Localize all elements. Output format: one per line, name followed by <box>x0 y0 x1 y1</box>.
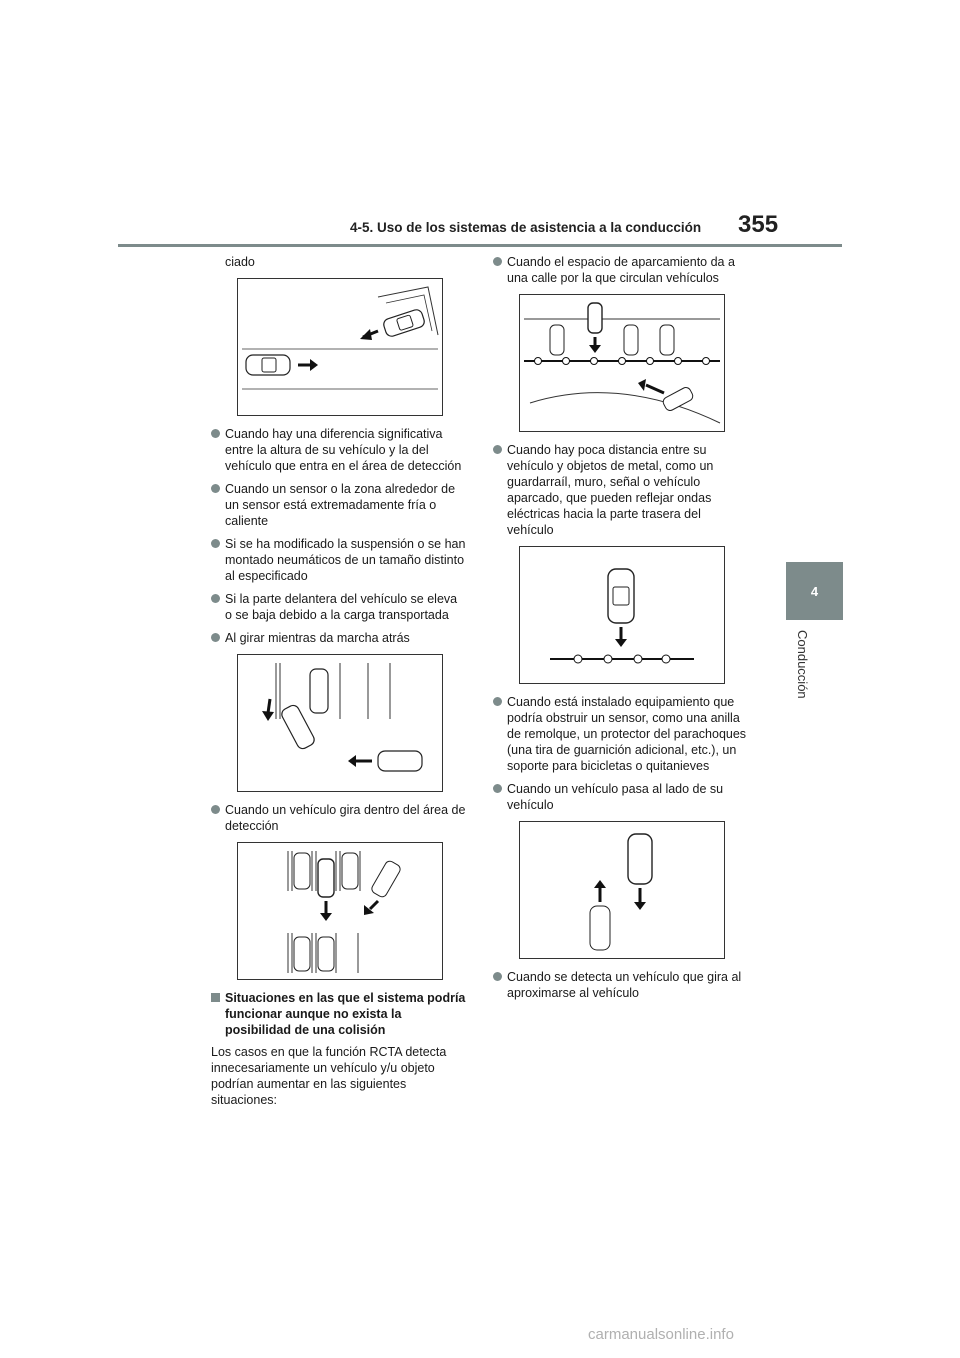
bullet-dot-icon <box>493 697 502 706</box>
chapter-label: Conducción <box>795 630 810 699</box>
header-divider <box>118 244 842 247</box>
figure-vehicle-turning-in-area <box>237 842 443 980</box>
footer-watermark[interactable]: carmanualsonline.info <box>588 1326 734 1343</box>
figure-close-to-metal-objects <box>519 546 725 684</box>
section-square-icon <box>211 993 220 1002</box>
section-body-text: Los casos en que la función RCTA detecta innecesariamente un vehículo y/u objeto podrían aumentar en las siguientes situaciones: <box>211 1045 447 1107</box>
bullet-dot-icon <box>211 539 220 548</box>
left-column <box>211 254 467 1115</box>
right-column <box>493 254 749 1008</box>
bullet-item: Al girar mientras da marcha atrás <box>211 630 467 646</box>
bullet-dot-icon <box>211 633 220 642</box>
figure-turning-while-reversing <box>237 654 443 792</box>
bullet-item: Cuando está instalado equipamiento que podría obstruir un sensor, como una anilla de remolque, un protector del parachoques (una tira de guarnición adicional, etc.), un soporte para bicicletas o quitanieves <box>493 694 749 774</box>
bullet-item: Cuando un sensor o la zona alrededor de un sensor está extremadamente fría o caliente <box>211 481 467 529</box>
section-heading: Situaciones en las que el sistema podría funcionar aunque no exista la posibilidad de una colisión <box>211 990 467 1038</box>
intro-text: ciado <box>225 255 255 269</box>
bullet-item: Cuando hay poca distancia entre su vehículo y objetos de metal, como un guardarraíl, muro, señal o vehículo aparcado, que pueden reflejar ondas eléctricas hacia la parte trasera del vehículo <box>493 442 749 538</box>
bullet-dot-icon <box>493 257 502 266</box>
bullet-item: Cuando se detecta un vehículo que gira al aproximarse al vehículo <box>493 969 749 1001</box>
bullet-item: Cuando un vehículo gira dentro del área de detección <box>211 802 467 834</box>
bullet-dot-icon <box>493 784 502 793</box>
bullet-dot-icon <box>211 429 220 438</box>
bullet-dot-icon <box>493 445 502 454</box>
bullet-dot-icon <box>211 484 220 493</box>
bullet-dot-icon <box>493 972 502 981</box>
page-number: 355 <box>738 211 779 238</box>
figure-vehicle-passing-alongside <box>519 821 725 959</box>
chapter-tab[interactable]: 4 <box>786 562 843 620</box>
figure-car-leaving-parking <box>237 278 443 416</box>
bullet-item: Cuando un vehículo pasa al lado de su vehículo <box>493 781 749 813</box>
bullet-dot-icon <box>211 594 220 603</box>
bullet-item: Si se ha modificado la suspensión o se han montado neumáticos de un tamaño distinto al especificado <box>211 536 467 584</box>
bullet-item: Cuando el espacio de aparcamiento da a una calle por la que circulan vehículos <box>493 254 749 286</box>
figure-parking-facing-street <box>519 294 725 432</box>
bullet-item: Si la parte delantera del vehículo se eleva o se baja debido a la carga transportada <box>211 591 467 623</box>
bullet-dot-icon <box>211 805 220 814</box>
section-header-title: 4-5. Uso de los sistemas de asistencia a la conducción <box>350 220 702 235</box>
bullet-item: Cuando hay una diferencia significativa entre la altura de su vehículo y la del vehículo que entra en el área de detección <box>211 426 467 474</box>
